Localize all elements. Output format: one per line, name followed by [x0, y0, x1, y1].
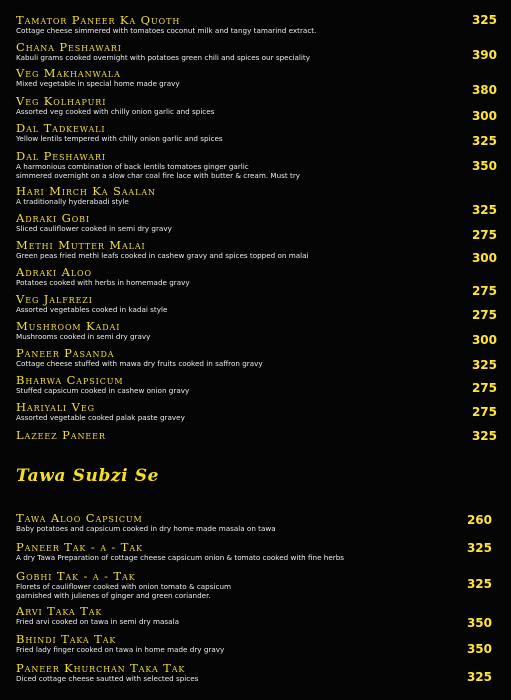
- item-price: 350: [471, 159, 497, 173]
- menu-item: [16, 239, 496, 261]
- menu-item: [16, 662, 496, 684]
- item-price: 275: [471, 405, 497, 419]
- item-name: Veg Makhanwala: [16, 66, 121, 80]
- item-desc: Florets of cauliflower cooked with onion tomato & capsicum: [16, 582, 231, 591]
- item-price: 325: [466, 670, 492, 684]
- item-desc: Cottage cheese simmered with tomatoes coconut milk and tangy tamarind extract.: [16, 26, 317, 35]
- menu-item: [16, 185, 496, 207]
- item-desc: Fried arvi cooked on tawa in semi dry masala: [16, 617, 179, 626]
- item-desc: Stuffed capsicum cooked in cashew onion gravy: [16, 386, 190, 395]
- item-price: 390: [471, 48, 497, 62]
- item-name: Chana Peshawari: [16, 40, 122, 54]
- menu-item: [16, 633, 496, 655]
- menu-item: [16, 541, 496, 563]
- item-desc: Potatoes cooked with herbs in homemade gravy: [16, 278, 190, 287]
- menu-item: [16, 67, 496, 89]
- item-desc-line2: garnished with julienes of ginger and green coriander.: [16, 590, 211, 600]
- item-desc: Cottage cheese stuffed with mawa dry fruits cooked in saffron gravy: [16, 359, 263, 368]
- item-name: Adraki Gobi: [16, 211, 90, 225]
- item-desc: A harmonious combination of back lentils tomatoes ginger garlic: [16, 162, 249, 171]
- item-name: Mushroom Kadai: [16, 319, 121, 333]
- item-price: 275: [471, 284, 497, 298]
- item-name: Methi Mutter Malai: [16, 238, 146, 252]
- menu-item: [16, 95, 496, 117]
- menu-item: [16, 347, 496, 369]
- item-desc: Kabuli grams cooked overnight with potatoes green chili and spices our speciality: [16, 53, 310, 62]
- menu-item: [16, 212, 496, 234]
- item-price: 275: [471, 308, 497, 322]
- item-name: Tawa Aloo Capsicum: [16, 511, 143, 525]
- item-desc: Fried lady finger cooked on tawa in home made dry gravy: [16, 645, 225, 654]
- item-price: 325: [471, 429, 497, 443]
- item-name: Gobhi Tak - a - Tak: [16, 569, 136, 583]
- item-price: 300: [471, 109, 497, 123]
- menu-item: [16, 401, 496, 423]
- item-name: Veg Kolhapuri: [16, 94, 107, 108]
- item-name: Adraki Aloo: [16, 265, 92, 279]
- item-desc: Baby potatoes and capsicum cooked in dry home made masala on tawa: [16, 524, 276, 533]
- item-name: Arvi Taka Tak: [16, 604, 103, 618]
- item-desc-line2: simmered overnight on a slow char coal fire lace with butter & cream. Must try: [16, 170, 301, 180]
- item-price: 325: [466, 541, 492, 555]
- item-name: Dal Tadkewali: [16, 121, 106, 135]
- item-name: Paneer Pasanda: [16, 346, 115, 360]
- menu-item: [16, 374, 496, 396]
- item-name: Veg Jalfrezi: [16, 292, 93, 306]
- item-name: Hariyali Veg: [16, 400, 95, 414]
- item-desc: Mushrooms cooked in semi dry gravy: [16, 332, 151, 341]
- item-price: 275: [471, 381, 497, 395]
- item-desc: Assorted veg cooked with chilly onion garlic and spices: [16, 107, 215, 116]
- item-desc: Green peas fried methi leafs cooked in cashew gravy and spices topped on malai: [16, 251, 309, 260]
- menu-item: [16, 122, 496, 144]
- item-price: 325: [466, 577, 492, 591]
- item-price: 380: [471, 83, 497, 97]
- item-name: Bharwa Capsicum: [16, 373, 124, 387]
- item-desc: A traditionally hyderabadi style: [16, 197, 129, 206]
- item-desc: Diced cottage cheese sautted with selected spices: [16, 674, 199, 683]
- menu-item: [16, 605, 496, 627]
- menu-item: [16, 14, 496, 36]
- item-price: 325: [471, 13, 497, 27]
- menu-item: [16, 429, 496, 442]
- item-name: Lazeez Paneer: [16, 428, 106, 442]
- item-desc: Mixed vegetable in special home made gravy: [16, 79, 180, 88]
- item-price: 350: [466, 642, 492, 656]
- item-price: 325: [471, 358, 497, 372]
- item-desc: Yellow lentils tempered with chilly onion garlic and spices: [16, 134, 223, 143]
- item-name: Bhindi Taka Tak: [16, 632, 117, 646]
- menu-item: [16, 150, 496, 180]
- item-price: 275: [471, 228, 497, 242]
- item-price: 260: [466, 513, 492, 527]
- item-desc: Sliced cauliflower cooked in semi dry gravy: [16, 224, 172, 233]
- menu-item: [16, 512, 496, 534]
- item-name: Hari Mirch Ka Saalan: [16, 184, 156, 198]
- menu-item: [16, 570, 496, 600]
- item-price: 325: [471, 203, 497, 217]
- menu-item: [16, 266, 496, 288]
- item-name: Paneer Khurchan Taka Tak: [16, 661, 186, 675]
- menu-item: [16, 41, 496, 63]
- item-desc: Assorted vegetables cooked in kadai style: [16, 305, 168, 314]
- item-name: Paneer Tak - a - Tak: [16, 540, 143, 554]
- menu-item: [16, 293, 496, 315]
- item-price: 300: [471, 333, 497, 347]
- item-desc: A dry Tawa Preparation of cottage cheese capsicum onion & tomato cooked with fine herbs: [16, 553, 345, 562]
- section-title: Tawa Subzi Se: [16, 466, 160, 486]
- item-name: Tamator Paneer Ka Quoth: [16, 13, 181, 27]
- item-price: 350: [466, 616, 492, 630]
- item-price: 325: [471, 134, 497, 148]
- item-price: 300: [471, 251, 497, 265]
- item-name: Dal Peshawari: [16, 149, 106, 163]
- menu-item: [16, 320, 496, 342]
- item-desc: Assorted vegetable cooked palak paste gravey: [16, 413, 185, 422]
